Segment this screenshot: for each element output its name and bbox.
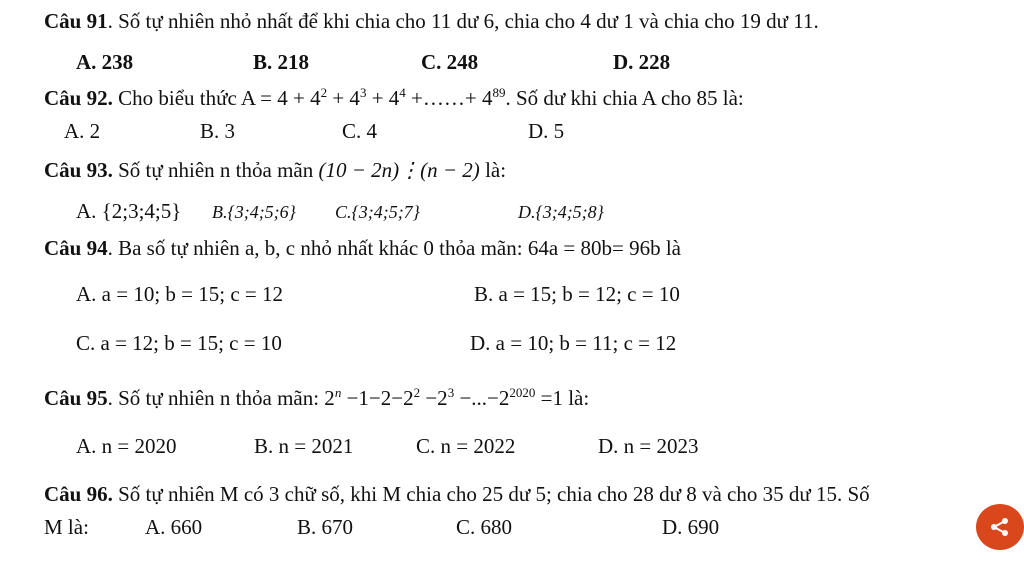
option-b: B. n = 2021 (254, 434, 354, 458)
option-d: D. n = 2023 (598, 434, 699, 458)
question-label: Câu 93. (44, 158, 113, 182)
exponent: 4 (399, 85, 406, 100)
question-text: Cho biểu thức A = 4 + 4 (112, 86, 321, 110)
question-93 (44, 157, 506, 183)
question-text: . Số tự nhiên n thỏa mãn: 2 (107, 386, 335, 410)
option-a: A. {2;3;4;5} (76, 199, 182, 223)
option-b: B. 218 (253, 50, 310, 74)
question-label: Câu 91 (44, 9, 108, 33)
question-91 (44, 8, 819, 34)
share-icon (989, 516, 1011, 538)
option-d: D. a = 10; b = 11; c = 12 (470, 331, 677, 355)
question-text: là: (479, 158, 507, 182)
option-c: C. a = 12; b = 15; c = 10 (76, 331, 282, 355)
question-label: Câu 92. (44, 86, 113, 110)
question-text: . Ba số tự nhiên a, b, c nhỏ nhất khác 0 thỏa mãn: 64a = 80b= 96b là (107, 236, 681, 260)
option-c: C. n = 2022 (416, 434, 516, 458)
option-c: C. 4 (342, 119, 378, 143)
option-a: A. 2 (64, 119, 101, 143)
option-b: B. 670 (297, 515, 354, 539)
question-94 (44, 235, 681, 261)
option-c: C. 680 (456, 515, 513, 539)
option-d: D. 228 (613, 50, 671, 74)
question-text: −2 (420, 386, 448, 410)
question-text: + 4 (366, 86, 400, 110)
option-c: C.{3;4;5;7} (335, 202, 420, 222)
option-b: B.{3;4;5;6} (212, 202, 296, 222)
question-label: Câu 94 (44, 236, 108, 260)
option-b: B. 3 (200, 119, 236, 143)
exponent: 3 (359, 85, 367, 100)
question-text-line2: M là: (44, 515, 89, 539)
exponent: 2 (413, 385, 421, 400)
option-a: A. n = 2020 (76, 434, 177, 458)
question-text: Số tự nhiên M có 3 chữ số, khi M chia cho 25 dư 5; chia cho 28 dư 8 và cho 35 dư 15. Số (112, 482, 870, 506)
exponent: 3 (447, 385, 455, 400)
option-c: C. 248 (421, 50, 479, 74)
option-a: A. 238 (76, 50, 134, 74)
exponent: 89 (492, 85, 506, 100)
question-text: . Số dư khi chia A cho 85 là: (505, 86, 744, 110)
share-button[interactable] (976, 504, 1024, 550)
question-text: −1−2−2 (341, 386, 414, 410)
option-d: D. 690 (662, 515, 720, 539)
question-label: Câu 95 (44, 386, 108, 410)
question-text: là: (562, 386, 590, 410)
option-a: A. a = 10; b = 15; c = 12 (76, 282, 284, 306)
option-a: A. 660 (145, 515, 203, 539)
question-92 (44, 85, 744, 111)
question-text: =1 (535, 386, 563, 410)
question-text: . Số tự nhiên nhỏ nhất để khi chia cho 11 dư 6, chia cho 4 dư 1 và chia cho 19 dư 11. (107, 9, 819, 33)
exponent: n (334, 385, 342, 400)
question-text: −...−2 (454, 386, 510, 410)
question-text: + 4 (327, 86, 360, 110)
exponent: 2020 (509, 385, 536, 400)
exponent: 2 (320, 85, 328, 100)
question-text: Số tự nhiên n thỏa mãn (112, 158, 319, 182)
question-label: Câu 96. (44, 482, 113, 506)
option-d: D. 5 (528, 119, 565, 143)
question-text: +……+ 4 (405, 86, 493, 110)
option-b: B. a = 15; b = 12; c = 10 (474, 282, 680, 306)
question-95 (44, 385, 589, 411)
math-expression: (10 − 2n)⋮(n − 2) (318, 158, 480, 182)
option-d: D.{3;4;5;8} (518, 202, 604, 222)
question-96 (44, 481, 870, 507)
